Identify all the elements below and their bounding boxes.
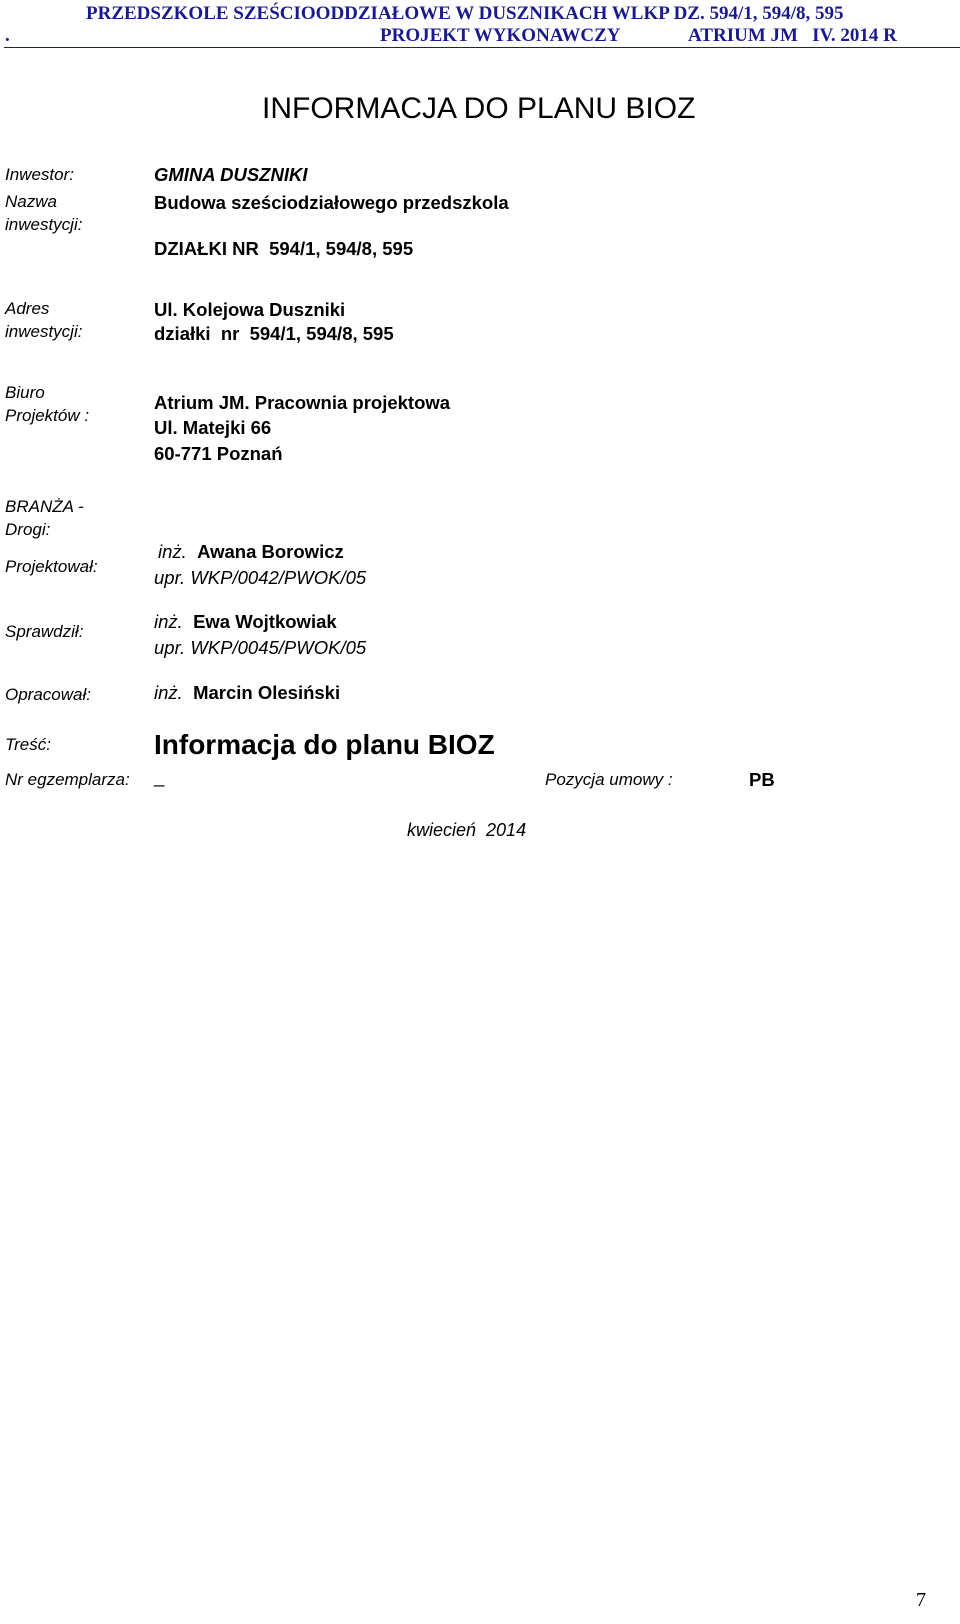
checked-by-label: Sprawdził: — [5, 622, 84, 641]
investor-label: Inwestor: — [5, 165, 74, 184]
document-date: kwiecień 2014 — [407, 820, 527, 840]
office-label-line1: Biuro — [5, 383, 45, 402]
office-street: Ul. Matejki 66 — [154, 417, 272, 438]
designed-by-label: Projektował: — [5, 557, 98, 576]
header-office-date: ATRIUM JM IV. 2014 R — [688, 25, 897, 46]
content-value: Informacja do planu BIOZ — [154, 729, 495, 760]
header-project-type: PROJEKT WYKONAWCZY — [380, 25, 621, 46]
prepared-by-label: Opracował: — [5, 685, 91, 704]
discipline-label — [5, 495, 84, 541]
designed-by-license: WKP/0042/PWOK/05 — [190, 567, 367, 588]
investment-address-line2: działki nr 594/1, 594/8, 595 — [154, 323, 394, 344]
checked-by-name-line — [154, 609, 337, 634]
copy-number-value: _ — [154, 766, 165, 787]
checked-by-license-prefix: upr. — [154, 637, 186, 658]
investment-address-label-line2: inwestycji: — [5, 322, 83, 341]
checked-by-title: inż. — [154, 611, 183, 632]
designed-by-name: Awana Borowicz — [197, 541, 344, 562]
designed-by-license-prefix: upr. — [154, 567, 186, 588]
contract-position-label: Pozycja umowy : — [545, 770, 673, 789]
prepared-by-name-line — [154, 680, 340, 705]
investment-name-value: Budowa sześciodziałowego przedszkola — [154, 192, 509, 213]
page-number: 7 — [916, 1589, 926, 1611]
office-label-line2: Projektów : — [5, 406, 90, 425]
discipline-label-line1: BRANŻA - — [5, 497, 84, 516]
header-rule — [4, 47, 960, 48]
discipline-label-line2: Drogi: — [5, 520, 51, 539]
contract-position-value: PB — [749, 769, 775, 790]
copy-number-label: Nr egzemplarza: — [5, 770, 130, 789]
investment-address-label-line1: Adres — [5, 299, 50, 318]
prepared-by-title: inż. — [154, 682, 183, 703]
investment-plots-value: DZIAŁKI NR 594/1, 594/8, 595 — [154, 238, 414, 259]
investment-name-label-line1: Nazwa — [5, 192, 57, 211]
investment-address-line1: Ul. Kolejowa Duszniki — [154, 299, 346, 320]
office-city: 60-771 Poznań — [154, 443, 283, 464]
page-title: INFORMACJA DO PLANU BIOZ — [262, 92, 696, 125]
checked-by-license: WKP/0045/PWOK/05 — [190, 637, 367, 658]
investment-name-label-line2: inwestycji: — [5, 215, 83, 234]
investor-value: GMINA DUSZNIKI — [154, 164, 308, 185]
office-name: Atrium JM. Pracownia projektowa — [154, 392, 451, 413]
office-label — [5, 381, 89, 427]
designed-by-title: inż. — [158, 541, 187, 562]
content-label: Treść: — [5, 735, 51, 754]
designed-by-name-line — [158, 539, 344, 564]
prepared-by-name: Marcin Olesiński — [193, 682, 341, 703]
header-dot: . — [5, 25, 10, 46]
checked-by-name: Ewa Wojtkowiak — [193, 611, 337, 632]
header-title: PRZEDSZKOLE SZEŚCIOODDZIAŁOWE W DUSZNIKACH WLKP DZ. 594/1, 594/8, 595 — [86, 3, 844, 24]
investment-name-label — [5, 190, 82, 236]
investment-address-label — [5, 297, 82, 343]
checked-by-license-line — [154, 635, 366, 660]
designed-by-license-line — [154, 565, 366, 590]
